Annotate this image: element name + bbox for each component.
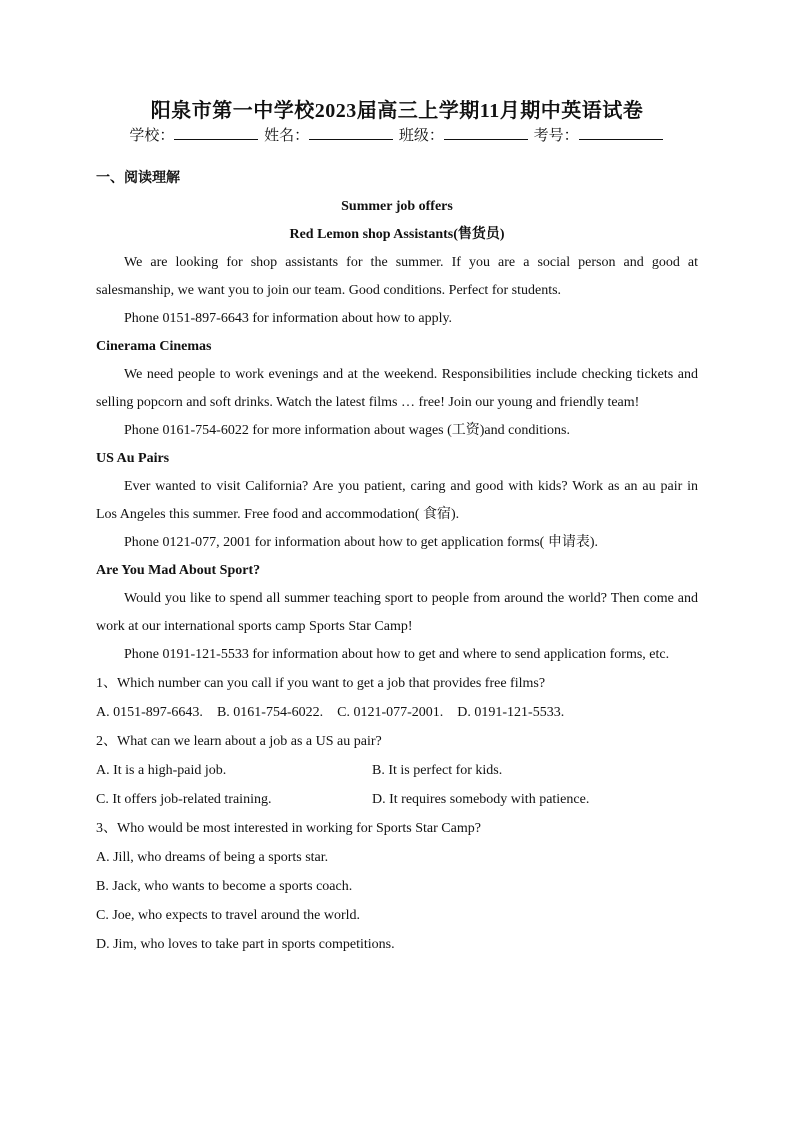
option-c[interactable]: C. 0121-077-2001. [337, 705, 444, 720]
option-b[interactable]: B. It is perfect for kids. [372, 763, 503, 778]
passage-title: Summer job offers [341, 199, 453, 214]
option-a[interactable]: A. Jill, who dreams of being a sports star. [96, 850, 329, 865]
reading-section [96, 167, 698, 959]
section-title: 一、阅读理解 [96, 170, 180, 186]
option-b[interactable]: B. Jack, who wants to become a sports coach. [96, 879, 353, 894]
option-a[interactable]: A. 0151-897-6643. [96, 705, 203, 720]
name-label: 姓名： [264, 128, 310, 144]
option-c[interactable]: C. It offers job-related training. [96, 792, 272, 807]
question-options [96, 756, 698, 785]
ad-paragraph: We need people to work evenings and at the weekend. Responsibilities include checking tickets and selling popcorn and soft drinks. Watch the latest films … free! Join our young and friendly team! [96, 367, 698, 410]
class-label: 班级： [398, 128, 444, 144]
ad-paragraph: Would you like to spend all summer teaching sport to people from around the world? Then come and work at our international sports camp Sports Star Camp! [96, 591, 698, 634]
option-c[interactable]: C. Joe, who expects to travel around the world. [96, 908, 360, 923]
option-d[interactable]: D. It requires somebody with patience. [372, 792, 590, 807]
question-options [96, 785, 698, 814]
ad-heading: Cinerama Cinemas [96, 339, 212, 354]
exam-number-blank[interactable] [579, 125, 663, 140]
ad-phone-line: Phone 0121-077, 2001 for information about how to get application forms( 申请表). [124, 535, 598, 550]
school-label: 学校： [129, 128, 175, 144]
question-stem: 1、Which number can you call if you want to get a job that provides free films? [96, 676, 546, 691]
name-blank[interactable] [309, 125, 393, 140]
page-title: 阳泉市第一中学校2023届高三上学期11月期中英语试卷 [150, 100, 644, 122]
option-a[interactable]: A. It is a high-paid job. [96, 763, 227, 778]
ad-phone-line: Phone 0191-121-5533 for information about how to get and where to send application forms, etc. [124, 647, 670, 662]
question-options [96, 698, 698, 727]
question-stem: 3、Who would be most interested in working for Sports Star Camp? [96, 821, 481, 836]
class-blank[interactable] [444, 125, 528, 140]
school-blank[interactable] [174, 125, 258, 140]
option-d[interactable]: D. 0191-121-5533. [457, 705, 565, 720]
ad-paragraph: Ever wanted to visit California? Are you patient, caring and good with kids? Work as an au pair in Los Angeles this summer. Free food and accommodation( 食宿). [96, 479, 698, 522]
ad-heading: US Au Pairs [96, 451, 170, 466]
ad-heading: Are You Mad About Sport? [96, 563, 261, 578]
student-info-line [0, 124, 794, 145]
option-d[interactable]: D. Jim, who loves to take part in sports competitions. [96, 937, 395, 952]
exam-number-label: 考号： [533, 128, 579, 144]
ad-phone-line: Phone 0161-754-6022 for more information about wages (工资)and conditions. [124, 423, 570, 438]
ad-phone-line: Phone 0151-897-6643 for information about how to apply. [124, 311, 453, 326]
ad-paragraph: We are looking for shop assistants for the summer. If you are a social person and good at salesmanship, we want you to join our team. Good conditions. Perfect for students. [96, 255, 698, 298]
question-stem: 2、What can we learn about a job as a US au pair? [96, 734, 382, 749]
ad-heading: Red Lemon shop Assistants(售货员) [289, 227, 505, 242]
option-b[interactable]: B. 0161-754-6022. [216, 705, 324, 720]
